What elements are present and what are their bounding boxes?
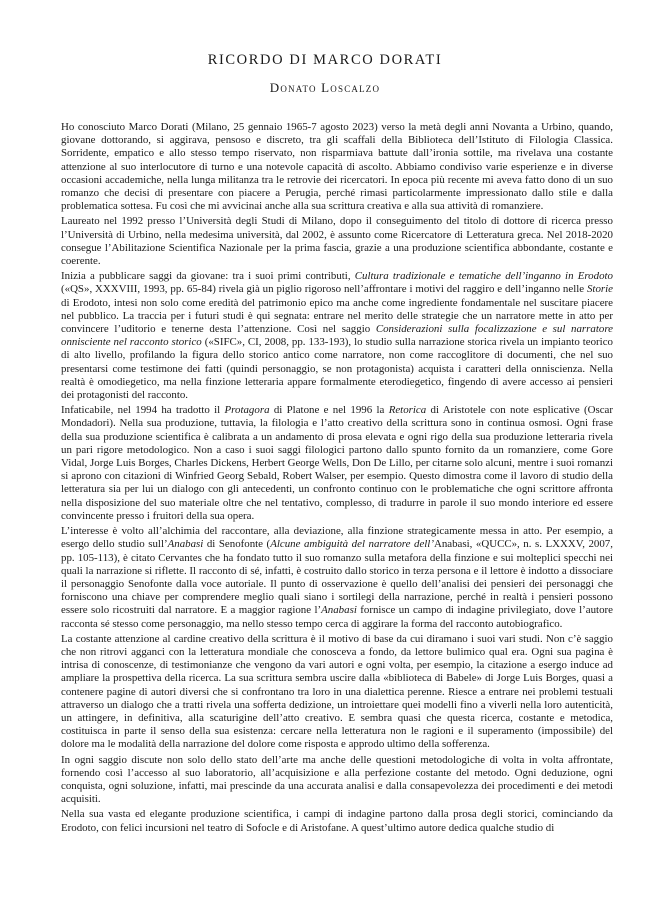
body-paragraph (61, 270, 613, 402)
article-author: Donato Loscalzo (269, 80, 381, 95)
italic-title-text: Retorica (388, 404, 427, 417)
italic-title-text: Anabasi (321, 604, 357, 617)
italic-title-text: Anabasi (167, 538, 204, 551)
paragraph-text: La costante attenzione al cardine creativo della scrittura è il motivo di base da cui diramano i suoi vari studi. Non c’è saggio che non ritrovi agganci con la letteratura mondiale che conosceva a fondo, da lettore bulimico qual era. Ogni sua pagina è intrisa di conoscenze, di testimonianze che vengono da vari autori e ogni volta, per esempio, la citazione a esergo induce ad ampliare la prospettiva della ricerca. La sua scrittura sembra uscire dalla «biblioteca di Babele» di Jorge Luis Borges, quasi a contenere pagine di autori diversi che si confrontano tra loro in una dialettica perenne. Riesce a entrare nei problemi testuali attraverso un dialogo che a tratti rivela una sofferta dedizione, un introiettare quei modelli fino a viverli nella loro autenticità, un attingere, in definitiva, alla scaturigine dell’atto creativo. E sembra quasi che questa ricerca, costante e metodica, costituisca in parte il senso della sua esistenza: cercare nella letteratura non le ragioni e il superamento (impossibile) del dolore ma le modalità della narrazione del dolore come risposta e approdo ultimo della sofferenza. (61, 632, 613, 751)
paragraph-text: Infaticabile, nel 1994 ha tradotto il (61, 404, 225, 417)
paragraph-text: Ho conosciuto Marco Dorati (Milano, 25 gennaio 1965-7 agosto 2023) verso la metà degli anni Novanta a Urbino, quando, giovane dottorando, si aggirava, pensoso e discreto, tra gli scaffali della Biblioteca dell’Istituto di Filologia Classica. Sorridente, empatico e allo stesso tempo riservato, non risparmiava battute dall’ironia sottile, ma rivelava una costante attenzione al suo interlocutore di turno e una notevole capacità di ascolto. Abbiamo condiviso varie esperienze e in diverse occasioni accademiche, nella lunga militanza tra le retrovie dei ricercatori. In epoca più recente mi aveva fatto dono di un suo romanzo che decisi di presentare con piacere a Perugia, perché rimasi particolarmente impressionato dallo stile e dalla problematica sottesa. Fu così che mi avvicinai anche alla sua scrittura creativa e alla sua attività di romanziere. (61, 121, 613, 213)
article-body (61, 121, 613, 837)
body-paragraph (61, 633, 613, 752)
paragraph-text: Nella sua vasta ed elegante produzione scientifica, i campi di indagine partono dalla prosa degli storici, cominciando da Erodoto, con felici incursioni nel teatro di Sofocle e di Aristofane. A quest’ultimo autore dedica qualche studio di (61, 808, 613, 834)
italic-title-text: Storie (586, 283, 613, 296)
italic-title-text: Considerazioni sulla focalizzazione e sul narratore onnisciente nel racconto storico (61, 323, 613, 349)
paragraph-text: («QS», XXXVIII, 1993, pp. 65-84) rivela già un piglio rigoroso nell’affrontare i motivi del raggiro e dell’inganno nelle (61, 283, 587, 296)
paragraph-text: fornisce un campo di indagine privilegiato, dove l’autore racconta sé stesso come personaggio, ma nello stesso tempo cerca di aggirare la forma del racconto autobiografico. (61, 604, 613, 630)
body-paragraph (61, 525, 613, 631)
paragraph-text: Inizia a pubblicare saggi da giovane: tra i suoi primi contributi, (61, 270, 355, 283)
paragraph-text: Laureato nel 1992 presso l’Università degli Studi di Milano, dopo il conseguimento del titolo di dottore di ricerca presso l’Università di Urbino, nella medesima università, dal 2002, è assunto come Ricercatore di Letteratura greca. Nel 2018-2020 consegue l’Abilitazione Scientifica Nazionale per la prima fascia, grazie a una produzione scientifica abbondante, costante e coerente. (61, 215, 613, 268)
italic-title-text: Alcune ambiguità del narratore dell’ (270, 538, 434, 551)
body-paragraph (61, 121, 613, 213)
paragraph-text: Anabasi, «QUCC», n. s. LXXXV, 2007, pp. 105-113), è citato Cervantes che ha fondato tutto il suo romanzo sulla metafora della finzione e sui molteplici specchi nei quali la narrazione si riflette. Il racconto di sé, infatti, è costruito dallo storico in terza persona e il lettore è indotto a dissociare il personaggio Senofonte dalla voce autoriale. Il punto di osservazione è quello dell’analisi dei pensieri dei personaggi che forniscono una chiave per comprendere meglio quali siano i sortilegi della narrazione, perché in realtà i pensieri possono essere solo ricostruiti dal narratore. E a maggior ragione l’ (61, 538, 613, 617)
paragraph-text: di Aristotele con note esplicative (Oscar Mondadori). Nella sua produzione, tuttavia, la filologia e l’atto creativo della scrittura sono in continua osmosi. Ogni frase della sua produzione scientifica è calibrata a un andamento di prosa elevata e ogni rigo della sua produzione letteraria rivela un pari rigore metodologico. Non a caso i suoi saggi filologici partono dallo spunto fornito da un romanziere, come Gore Vidal, Jorge Luis Borges, Charles Dickens, Herbert George Wells, Don De Lillo, per citarne solo alcuni, mentre i suoi romanzi si aprono con citazioni di Winfried Georg Sebald, Robert Walser, per esempio. Questo dimostra come il lavoro di studio della letteratura sia per lui un dialogo con gli antecedenti, un confronto continuo con le problematiche che ogni scrittore affronta nella disposizione del suo materiale oltre che nel tentativo, complesso, di tradurre in parole il suo mondo interiore ed essere convincente presso i fruitori della sua opera. (61, 404, 614, 522)
body-paragraph (61, 808, 613, 834)
article-title: RICORDO DI MARCO DORATI (207, 52, 443, 68)
paragraph-text: di Platone e nel 1996 la (269, 404, 389, 417)
italic-title-text: Cultura tradizionale e tematiche dell’inganno in Erodoto (354, 270, 613, 283)
paragraph-text: («SIFC», CI, 2008, pp. 133-193), lo studio sulla narrazione storica rivela un impianto teorico di alto livello, profilando la figura dello storico antico come narratore, non come raccoglitore di documenti, che nel suo presentarsi come testimone dei fatti (quindi personaggio, se non protagonista) acquista i caratteri della onniscienza. Nella realtà è omodiegetico, ma nella finzione letteraria appare formalmente eterodiegetico, fingendo di avere accesso ai pensieri dei protagonisti del racconto. (61, 336, 613, 402)
paragraph-text: di Senofonte ( (203, 538, 271, 551)
italic-title-text: Protagora (224, 404, 270, 417)
body-paragraph (61, 754, 613, 807)
paragraph-text: L’interesse è volto all’alchimia del raccontare, alla deviazione, alla finzione strategicamente messa in atto. Per esempio, a esergo dello studio sull’ (61, 525, 613, 551)
body-paragraph (61, 215, 613, 268)
paragraph-text: di Erodoto, intesi non solo come eredità del patrimonio epico ma anche come ingrediente fondamentale nel suscitare piacere nel pubblico. La traccia per i futuri studi è qui segnata: entrare nel merito delle strategie che un narratore mette in atto per convincere l’uditorio e tenerne desta l’attenzione. Così nel saggio (61, 296, 613, 336)
body-paragraph (61, 404, 613, 523)
paragraph-text: In ogni saggio discute non solo dello stato dell’arte ma anche delle questioni metodologiche di volta in volta affrontate, fornendo così l’accesso al suo laboratorio, all’acquisizione e alla perfezione costante del metodo. Ogni deduzione, ogni conquista, ogni soluzione, infatti, mai prescinde da una accurata analisi e dalla consapevolezza dei procedimenti e dei metodi acquisiti. (61, 753, 613, 806)
